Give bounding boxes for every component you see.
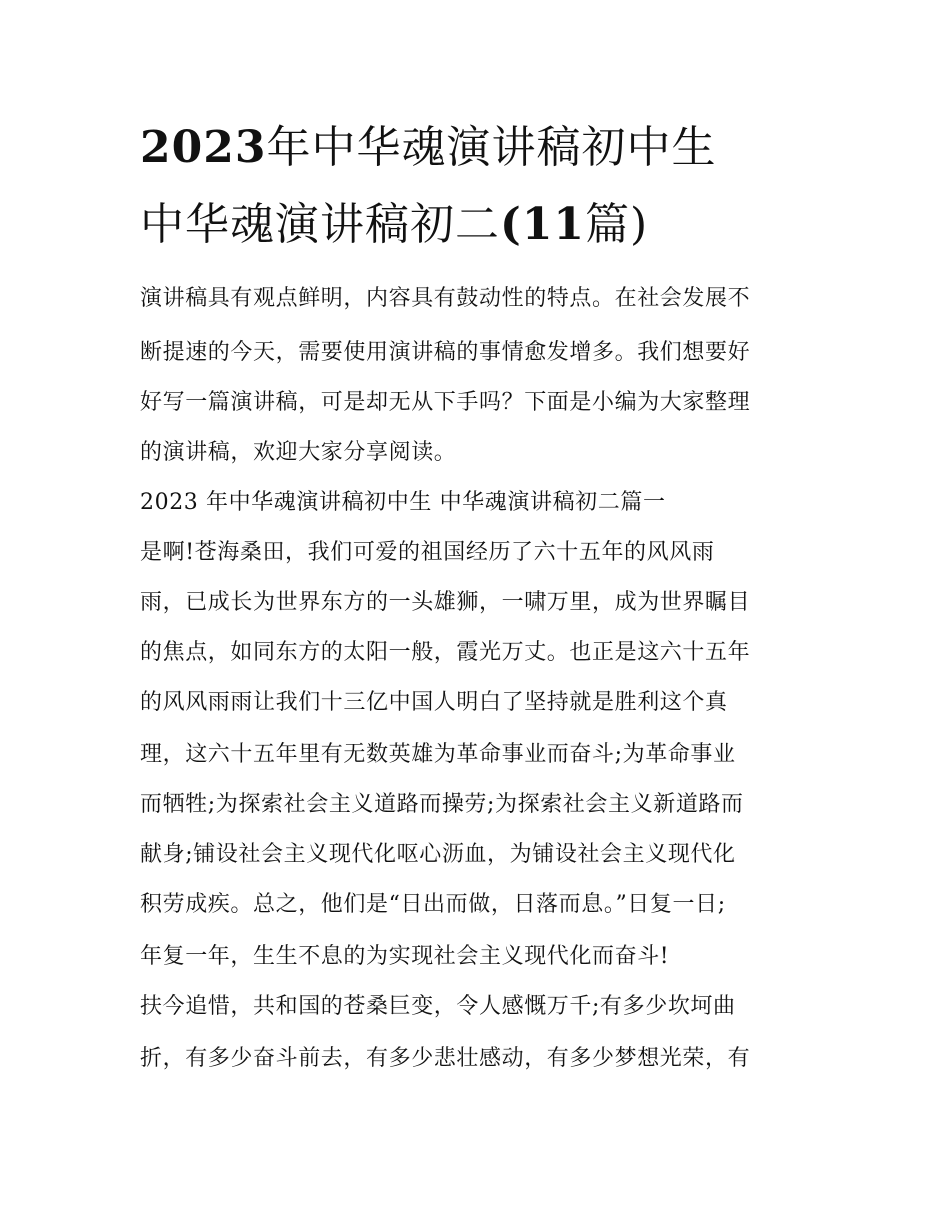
body-line: 的焦点，如同东方的太阳一般，霞光万丈。也正是这六十五年 (140, 640, 751, 665)
document-title-line-2 (140, 201, 648, 249)
body-line: 积劳成疾。总之，他们是“日出而做，日落而息。”日复一日; (140, 892, 726, 917)
body-line: 好写一篇演讲稿，可是却无从下手吗？下面是小编为大家整理 (140, 390, 751, 415)
title-line-2-text: 中华魂演讲稿初二 (140, 199, 500, 250)
title-line-2-tail: 篇) (585, 199, 649, 250)
body-line: 的演讲稿，欢迎大家分享阅读。 (140, 440, 457, 465)
body-line: 年复一年，生生不息的为实现社会主义现代化而奋斗! (140, 944, 670, 969)
body-line: 献身;铺设社会主义现代化呕心沥血，为铺设社会主义现代化 (140, 842, 736, 867)
body-line: 断提速的今天，需要使用演讲稿的事情愈发增多。我们想要好 (140, 340, 751, 365)
title-year: 2023 (140, 122, 267, 173)
body-line: 演讲稿具有观点鲜明，内容具有鼓动性的特点。在社会发展不 (140, 286, 751, 311)
body-line: 雨，已成长为世界东方的一头雄狮，一啸万里，成为世界瞩目 (140, 590, 751, 615)
title-line-1-text: 年中华魂演讲稿初中生 (266, 122, 717, 173)
body-line: 理，这六十五年里有无数英雄为革命事业而奋斗;为革命事业 (140, 742, 736, 767)
body-line: 折，有多少奋斗前去，有多少悲壮感动，有多少梦想光荣，有 (140, 1046, 751, 1071)
body-line: 而牺牲;为探索社会主义道路而操劳;为探索社会主义新道路而 (140, 792, 744, 817)
title-count: (11 (500, 199, 586, 250)
document-title-line-1 (140, 124, 716, 172)
body-line: 的风风雨雨让我们十三亿中国人明白了坚持就是胜利这个真 (140, 690, 728, 715)
body-line: 扶今追惜，共和国的苍桑巨变，令人感慨万千;有多少坎坷曲 (140, 994, 736, 1019)
body-line: 是啊!苍海桑田，我们可爱的祖国经历了六十五年的风风雨 (140, 540, 715, 565)
section-heading-line: 2023 年中华魂演讲稿初中生 中华魂演讲稿初二篇一 (140, 490, 666, 515)
